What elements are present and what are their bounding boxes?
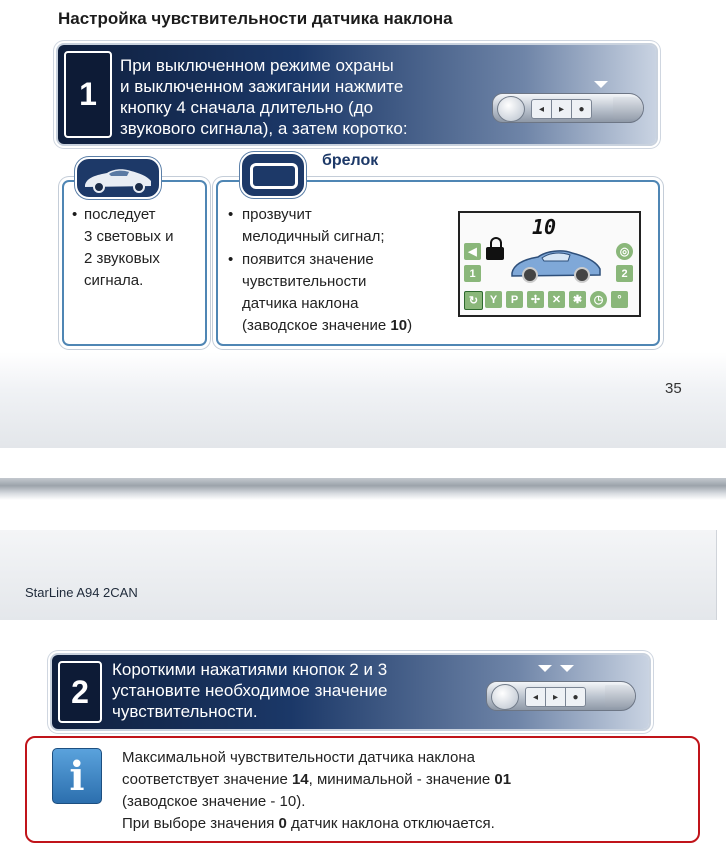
lcd-speaker-icon: ◀: [464, 243, 481, 260]
car-icon: [77, 159, 159, 197]
car-line: последует: [84, 206, 156, 223]
lcd-snow-icon: ✱: [569, 291, 586, 308]
lcd-right-number: 2: [616, 265, 633, 282]
factory-suffix: ): [407, 317, 413, 334]
fob-item-2-line: чувствительности: [242, 273, 367, 290]
step-2-line: Короткими нажатиями кнопок 2 и 3: [112, 660, 388, 679]
fob-item-1-line: мелодичный сигнал;: [242, 228, 385, 245]
step-2-text: [112, 659, 388, 722]
car-line: 2 звуковых: [84, 250, 160, 267]
fob-badge: [240, 152, 306, 198]
step-1-line: звукового сигнала), а затем коротко:: [120, 119, 408, 138]
lcd-value: 10: [532, 215, 557, 239]
lcd-car-icon: [508, 239, 604, 287]
step-1-line: кнопку 4 сначала длительно (до: [120, 98, 374, 117]
page-header-band: [0, 530, 717, 620]
fob-screen-icon: [250, 163, 298, 189]
bullet: •: [228, 251, 234, 268]
fob-item-1-line: прозвучит: [242, 206, 312, 223]
key-fob-illustration: ◂ ▸ ●: [492, 93, 644, 123]
note-text: При выборе значения: [122, 815, 279, 832]
car-badge: [75, 157, 161, 199]
button-2-arrow-icon: [538, 665, 552, 672]
factory-value: 10: [390, 317, 408, 334]
page-number: 35: [665, 380, 682, 397]
factory-value-line: [242, 315, 412, 337]
info-icon-letter: i: [69, 753, 85, 800]
page-footer-band: [0, 352, 726, 448]
step-1-line: При выключенном режиме охраны: [120, 56, 394, 75]
step-2-line: чувствительности.: [112, 702, 258, 721]
note-max-value: 14: [291, 771, 309, 788]
note-line-3: (заводское значение - 10).: [122, 793, 306, 810]
lcd-temp-icon: °: [611, 291, 628, 308]
lcd-clock-icon: ◷: [590, 291, 607, 308]
fob-item-1: [242, 204, 385, 248]
step-2-number: 2: [58, 661, 102, 723]
button-4-arrow-icon: [594, 81, 608, 88]
lcd-bluetooth-icon: ✕: [548, 291, 565, 308]
step-1-banner: [58, 45, 656, 144]
fob-lcd-display: [458, 211, 641, 317]
info-icon: [52, 748, 102, 804]
lcd-icon-row: [464, 291, 636, 309]
step-1-number: 1: [64, 51, 112, 138]
car-reaction-text: [84, 204, 174, 292]
step-1-line: и выключенном зажигании нажмите: [120, 77, 404, 96]
lcd-refresh-icon: ↻: [464, 291, 483, 310]
note-min-value: 01: [494, 771, 512, 788]
step-2-line: установите необходимое значение: [112, 681, 388, 700]
note-text: соответствует значение: [122, 771, 292, 788]
fob-item-2-line: появится значение: [242, 251, 374, 268]
note-line-2: [122, 769, 511, 791]
fob-item-2-line: датчика наклона: [242, 295, 359, 312]
lcd-engine-icon: ◎: [616, 243, 633, 260]
note-line-1: Максимальной чувствительности датчика наклона: [122, 749, 475, 766]
note-text: датчик наклона отключается.: [286, 815, 495, 832]
factory-prefix: (заводское значение: [242, 317, 391, 334]
note-off-value: 0: [278, 815, 287, 832]
fob-label: брелок: [322, 152, 379, 169]
step-2-banner: [52, 655, 649, 729]
page-divider: [0, 478, 726, 500]
lcd-lock-icon: [486, 243, 504, 259]
button-3-arrow-icon: [560, 665, 574, 672]
fob-item-2: [242, 249, 412, 337]
key-fob-illustration: ◂ ▸ ●: [486, 681, 636, 711]
step-1-text: [120, 55, 408, 139]
bullet: •: [72, 206, 78, 223]
lcd-key-icon: P: [506, 291, 523, 308]
footer-model: StarLine A94 2CAN: [25, 585, 138, 600]
bullet: •: [228, 206, 234, 223]
page-title: Настройка чувствительности датчика наклона: [58, 9, 453, 28]
lcd-antenna-icon: Y: [485, 291, 502, 308]
car-line: сигнала.: [84, 272, 144, 289]
car-line: 3 световых и: [84, 228, 174, 245]
note-text: , минимальной - значение: [308, 771, 495, 788]
note-line-4: [122, 813, 495, 835]
lcd-left-number: 1: [464, 265, 481, 282]
lcd-fan-icon: ✢: [527, 291, 544, 308]
